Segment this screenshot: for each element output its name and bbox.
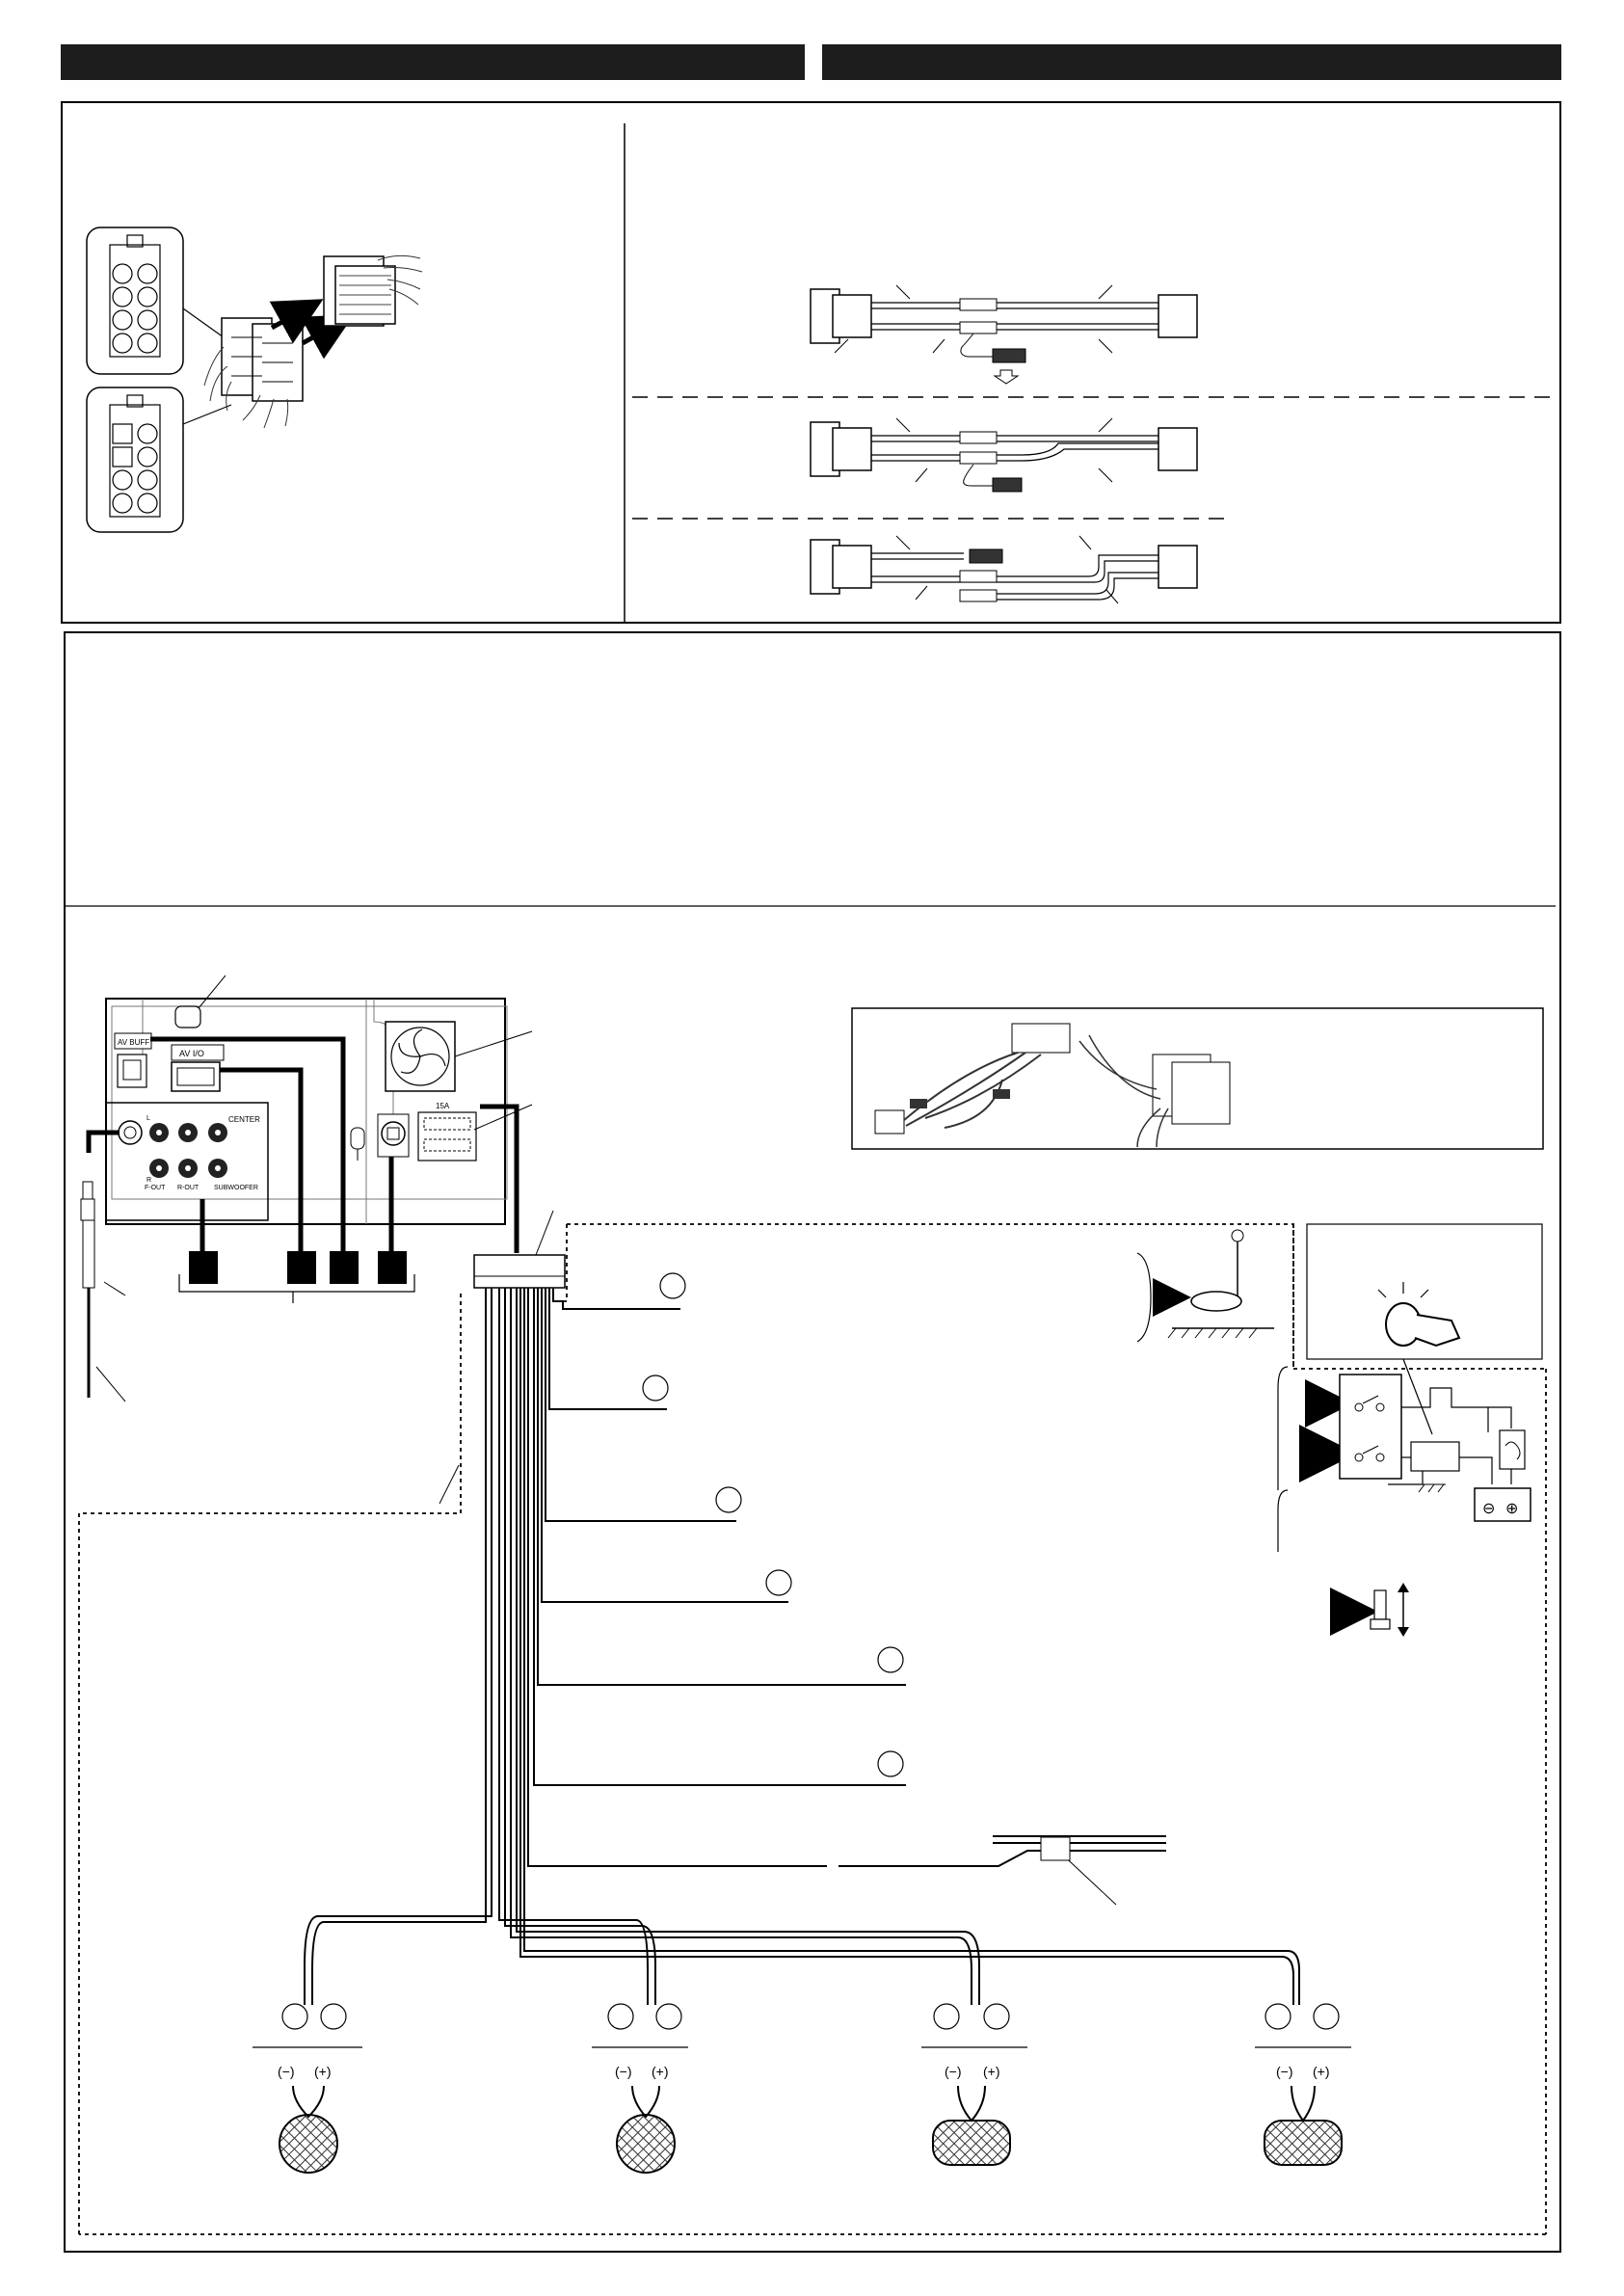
speaker-2-neg: (−) [615,2064,632,2079]
speaker-3-pos: (+) [983,2064,1000,2079]
speaker-1-pos: (+) [314,2064,332,2079]
speaker-4-neg: (−) [1276,2064,1293,2079]
antenna-plug [81,1182,94,1398]
harness-connector [474,1255,565,1288]
center-label: CENTER [228,1115,260,1124]
speaker-3-neg: (−) [945,2064,962,2079]
harness-wires [305,1288,1299,2005]
switch-icon [1278,1367,1511,1552]
iso-connector-insert-top [87,227,224,374]
speaker-4-pos: (+) [1313,2064,1330,2079]
av-io-connector [172,1045,224,1091]
fan-icon [386,1022,455,1091]
subwoofer-label: SUBWOOFER [214,1185,258,1191]
av-io-label: AV I/O [179,1049,204,1058]
battery-neg: ⊖ [1482,1501,1496,1517]
vehicle-connector [324,255,422,326]
harness-diagram-1 [811,285,1197,384]
av-buff-label: AV BUFF [118,1038,150,1047]
l-label: L [146,1115,150,1122]
speaker-icon [253,2047,1351,2173]
terminal-blocks [189,1251,407,1284]
splice-connector [1041,1837,1070,1860]
round-din-connector [378,1114,409,1157]
f-out-label: F-OUT [145,1185,166,1191]
r-label: R [146,1177,152,1184]
dotted-boundary [79,1224,1546,2234]
av-buff-connector [115,1033,151,1087]
battery-icon [1419,1484,1531,1521]
harness-illustration-box [852,1008,1543,1149]
speaker-2-pos: (+) [652,2064,669,2079]
battery-pos: ⊕ [1505,1501,1519,1517]
fuse-rating-label: 15A [436,1102,450,1110]
iso-connector-insert-bottom [87,387,231,532]
harness-diagram-3 [811,536,1197,603]
fuse-icon [1500,1430,1525,1469]
r-out-label: R-OUT [177,1185,200,1191]
harness-diagram-2 [811,418,1197,492]
speaker-polarity-labels [278,2064,1330,2079]
antenna-switch-icon [1332,1583,1409,1637]
screw-icon [1137,1230,1274,1342]
speaker-1-neg: (−) [278,2064,295,2079]
